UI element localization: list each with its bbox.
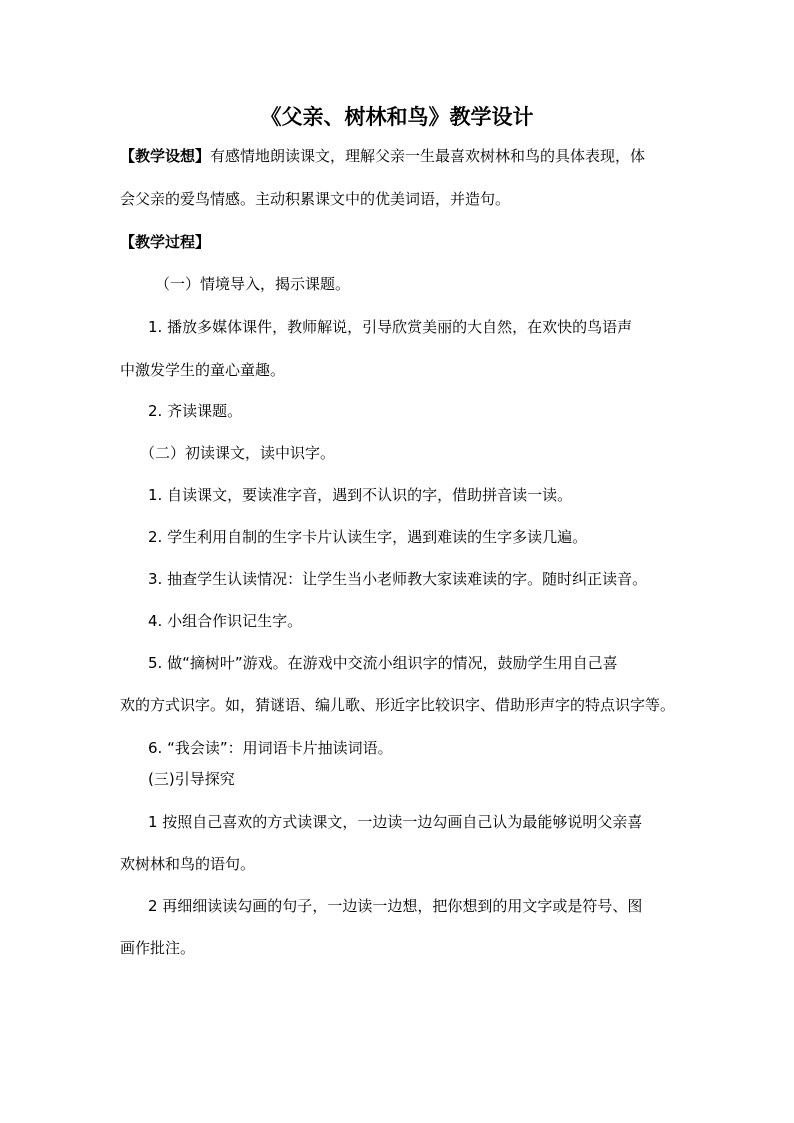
- design-idea-text-line2: 会父亲的爱鸟情感。主动积累课文中的优美词语，并造句。: [120, 190, 511, 208]
- page-title: 《父亲、树林和鸟》教学设计: [260, 104, 534, 129]
- section-3-heading: (三)引导探究: [148, 770, 235, 788]
- section-1-item-1-line2: 中激发学生的童心童趣。: [120, 361, 286, 379]
- section-2-item-4: 4. 小组合作识记生字。: [148, 612, 303, 630]
- design-idea-text-line1: 有感情地朗读课文，理解父亲一生最喜欢树林和鸟的具体表现，体: [210, 147, 646, 165]
- section-3-item-1-line2: 欢树林和鸟的语句。: [120, 855, 256, 873]
- section-2-item-3: 3. 抽查学生认读情况：让学生当小老师教大家读难读的字。随时纠正读音。: [148, 570, 648, 588]
- section-2-item-5-line2: 欢的方式识字。如，猜谜语、编儿歌、形近字比较识字、借助形声字的特点识字等。: [120, 696, 676, 714]
- section-3-item-2-line1: 2 再细细读读勾画的句子，一边读一边想，把你想到的用文字或是符号、图: [148, 897, 643, 915]
- section-1-item-2: 2. 齐读课题。: [148, 402, 243, 420]
- section-2-item-2: 2. 学生利用自制的生字卡片认读生字，遇到难读的生字多读几遍。: [148, 528, 588, 546]
- section-1-item-1-line1: 1. 播放多媒体课件，教师解说，引导欣赏美丽的大自然，在欢快的鸟语声: [148, 318, 633, 336]
- section-2-item-6: 6. “我会读”：用词语卡片抽读词语。: [148, 739, 393, 757]
- section-1-heading: （一）情境导入，揭示课题。: [155, 275, 351, 293]
- section-2-item-1: 1. 自读课文，要读准字音，遇到不认识的字，借助拼音读一读。: [148, 486, 573, 504]
- design-idea-paragraph: [120, 145, 645, 167]
- section-2-heading: （二）初读课文，读中识字。: [140, 444, 336, 462]
- design-idea-label: 【教学设想】: [120, 147, 211, 165]
- section-2-item-5-line1: 5. 做“摘树叶”游戏。在游戏中交流小组识字的情况，鼓励学生用自己喜: [148, 654, 618, 672]
- section-3-item-1-line1: 1 按照自己喜欢的方式读课文，一边读一边勾画自己认为最能够说明父亲喜: [148, 813, 643, 831]
- section-3-item-2-line2: 画作批注。: [120, 939, 196, 957]
- process-heading: 【教学过程】: [120, 233, 211, 251]
